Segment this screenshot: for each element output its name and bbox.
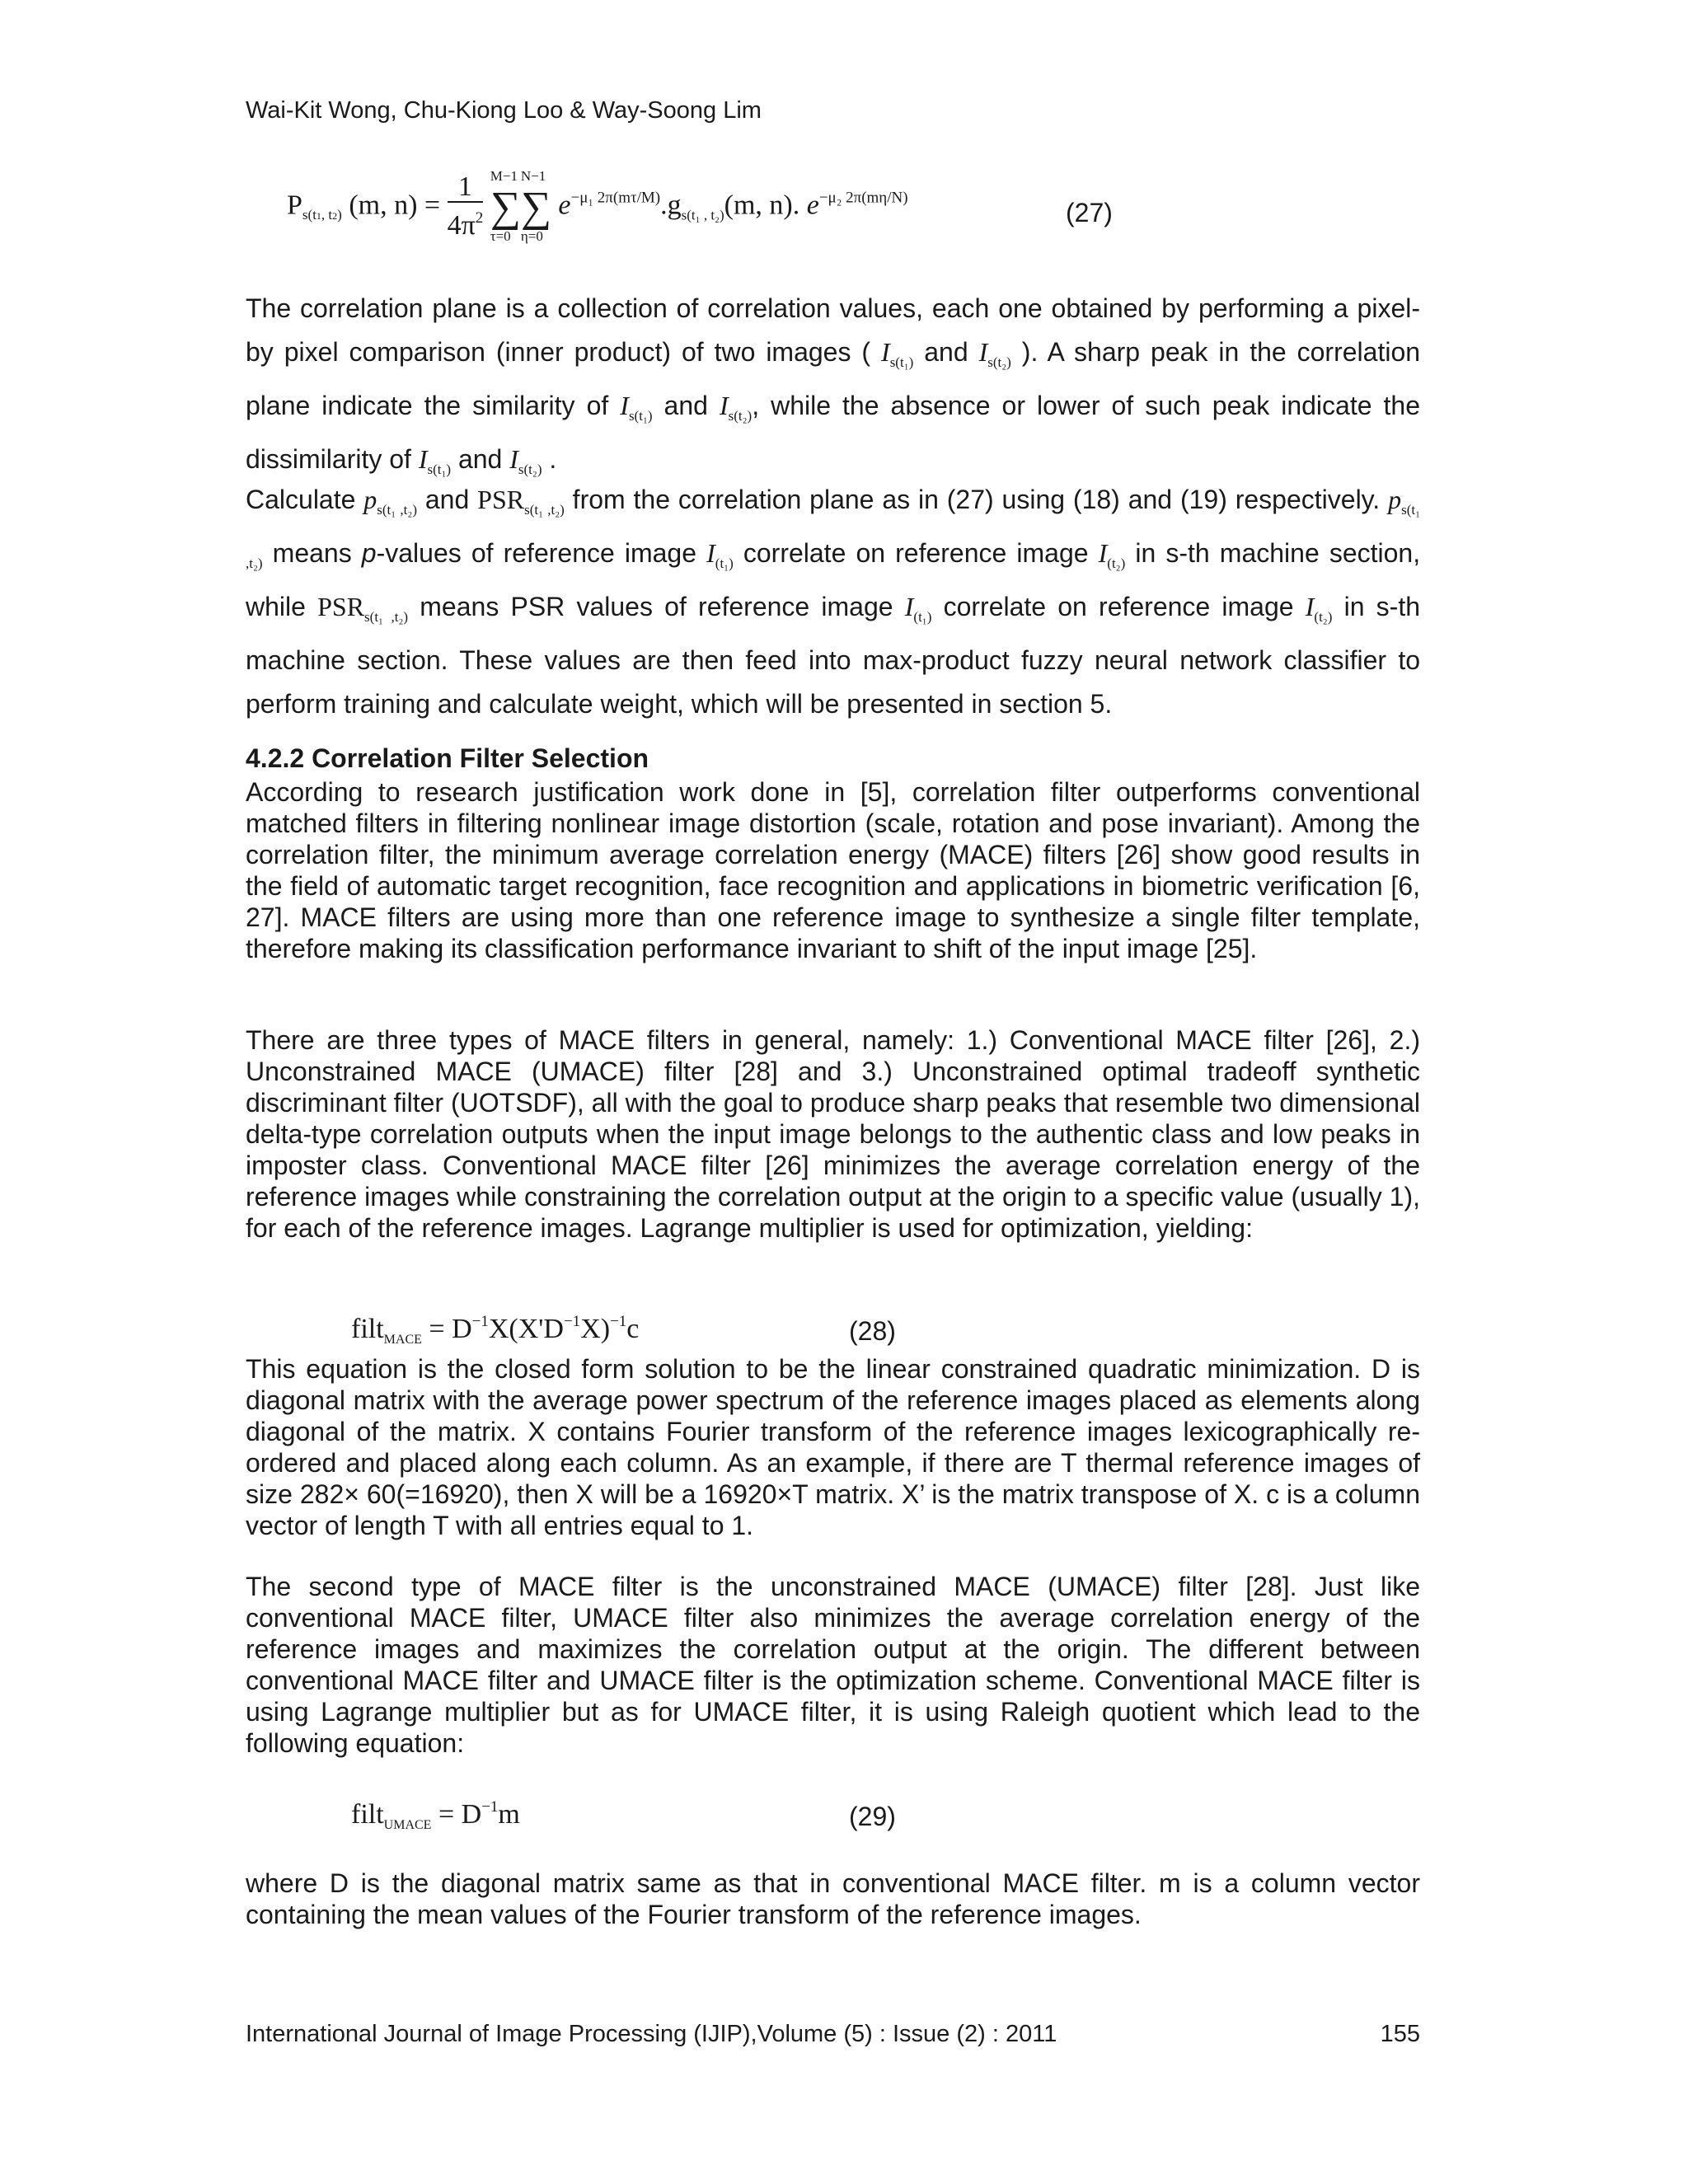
eq27-e1: e bbox=[558, 190, 571, 221]
symbol-I: I bbox=[719, 391, 729, 420]
paragraph-umace: The second type of MACE filter is the unconstrained MACE (UMACE) filter [28]. Just like conventional MACE filter, UMACE filter also minimizes the average correlation energy of the reference images and maximizes the correlation output at the origin. The different between conventional MACE filter and UMACE filter is the optimization scheme. Conventional MACE filter is using Lagrange multiplier but as for UMACE filter, it is using Raleigh quotient which lead to the following equation: bbox=[246, 1572, 1420, 1758]
eq28-rhs: = D bbox=[429, 1314, 472, 1344]
eq28-end: c bbox=[626, 1314, 640, 1344]
paragraph-mace-types: There are three types of MACE filters in general, namely: 1.) Conventional MACE filter [26], 2.) Unconstrained MACE (UMACE) filter [28] and 3.) Unconstrained optimal tradeoff synthetic discriminant filter (UOTSDF), all with the goal to produce sharp peaks that resemble two dimensional delta-type correlation outputs when the input image belongs to the authentic class and low peaks in imposter class. Conventional MACE filter [26] minimizes the average correlation energy of the reference images while constraining the correlation output at the origin to a specific value (usually 1), for each of the reference images. Lagrange multiplier is used for optimization, yielding: bbox=[246, 1025, 1420, 1243]
equation-29 bbox=[351, 1798, 520, 1833]
eq27-fraction bbox=[448, 173, 484, 241]
eq27-sum1-bot: τ=0 bbox=[490, 228, 511, 244]
paragraph-calculate bbox=[246, 478, 1420, 726]
eq27-lhs-sub: s(t bbox=[302, 207, 316, 223]
eq27-g-args: (m, n). bbox=[724, 190, 800, 221]
symbol-sub: (t₁) bbox=[913, 609, 932, 625]
para2-text7: correlate on reference image bbox=[943, 592, 1294, 621]
eq27-sum2-bot: η=0 bbox=[520, 228, 543, 244]
word-and: and bbox=[924, 337, 968, 367]
paper-page bbox=[246, 0, 1420, 2184]
symbol-I: I bbox=[620, 391, 629, 420]
paragraph-correlation-filter: According to research justification work done in [5], correlation filter outperforms conventional matched filters in filtering nonlinear image distortion (scale, rotation and pose invariant). Among the correlation filter, the minimum average correlation energy (MACE) filters [26] show good results in the field of automatic target recognition, face recognition and applications in biometric verification [6, 27]. MACE filters are using more than one reference image to synthesize a single filter template, therefore making its classification performance invariant to shift of the input image [25]. bbox=[246, 777, 1420, 963]
symbol-I: I bbox=[509, 444, 518, 474]
symbol-I: I bbox=[904, 592, 914, 621]
symbol-I: I bbox=[418, 444, 428, 474]
symbol-sub: s(t₂) bbox=[518, 462, 542, 477]
symbol-sub: s(t₁) bbox=[427, 462, 452, 477]
symbol-sub: s(t₁ ,t₂) bbox=[246, 502, 1421, 571]
eq27-lhs-sub2: 2 bbox=[332, 210, 338, 223]
symbol-sub: s(t₁ ,t₂) bbox=[364, 609, 409, 625]
journal-citation: International Journal of Image Processing (IJIP),Volume (5) : Issue (2) : 2011 bbox=[246, 2021, 1057, 2047]
para2-text3: -values of reference image bbox=[376, 538, 697, 568]
eq27-lhs-sub-end: ) bbox=[337, 207, 342, 223]
para2-text6: means PSR values of reference image bbox=[420, 592, 893, 621]
symbol-I: I bbox=[978, 337, 988, 367]
eq27-sum2-top: N−1 bbox=[520, 168, 546, 184]
eq27-frac-den-sup: 2 bbox=[475, 209, 484, 227]
equation-27-number: (27) bbox=[1066, 198, 1113, 227]
running-header: Wai-Kit Wong, Chu-Kiong Loo & Way-Soong Lim bbox=[246, 97, 762, 124]
section-heading: 4.2.2 Correlation Filter Selection bbox=[246, 743, 649, 773]
symbol-sub: s(t₂) bbox=[987, 354, 1011, 370]
eq27-lhs-sub-mid: , t bbox=[321, 207, 333, 223]
symbol-I: I bbox=[881, 337, 890, 367]
symbol-sub: (t₁) bbox=[715, 555, 734, 571]
para2-calc: Calculate bbox=[246, 485, 356, 514]
eq29-lhs-sub: UMACE bbox=[383, 1818, 432, 1832]
symbol-I: I bbox=[1098, 538, 1108, 568]
paragraph-where-d: where D is the diagonal matrix same as that in conventional MACE filter. m is a column vector containing the mean values of the Fourier transform of the reference images. bbox=[246, 1868, 1420, 1929]
eq27-sum-tau: M−1 ∑ τ=0 bbox=[490, 168, 521, 244]
eq28-mid: X(X'D bbox=[488, 1314, 564, 1344]
para2-text8: in s-th machine section. These values are then feed into max-product fuzzy neural network classifier to perform training and calculate weight, which will be presented in section 5. bbox=[246, 592, 1421, 719]
page-number: 155 bbox=[1380, 2021, 1420, 2047]
para2-text2: means bbox=[272, 538, 352, 568]
symbol-sub: s(t₁ ,t₂) bbox=[377, 502, 417, 518]
eq28-mid2: X) bbox=[580, 1314, 611, 1344]
para2-text5: in s-th machine section, while bbox=[246, 538, 1421, 621]
symbol-p: p bbox=[1388, 485, 1402, 514]
eq27-sum1-top: M−1 bbox=[490, 168, 518, 184]
symbol-psr: PSR bbox=[477, 485, 525, 514]
eq28-lhs: filt bbox=[351, 1314, 384, 1344]
equation-28 bbox=[351, 1313, 639, 1347]
symbol-I: I bbox=[1305, 592, 1315, 621]
eq29-lhs: filt bbox=[351, 1799, 384, 1830]
eq27-e1-sup: −μ₁ 2π(mτ/M) bbox=[570, 189, 661, 207]
eq27-sum-eta: N−1 ∑ η=0 bbox=[520, 168, 551, 244]
eq27-lhs-sub1: 1 bbox=[316, 210, 321, 223]
para2-text1: from the correlation plane as in (27) using (18) and (19) respectively. bbox=[572, 485, 1381, 514]
word-and: and bbox=[457, 444, 503, 474]
italic-p: p bbox=[361, 538, 377, 568]
eq29-sup1: −1 bbox=[481, 1798, 499, 1816]
para1-text2: ). A sharp peak in the correlation plane indicate the similarity of bbox=[246, 337, 1421, 420]
symbol-sub: (t₂) bbox=[1107, 555, 1126, 571]
eq28-sup3: −1 bbox=[610, 1313, 627, 1330]
word-and: and bbox=[663, 391, 708, 420]
equation-27 bbox=[287, 168, 908, 244]
eq27-g-sub: s(t₁ , t₂) bbox=[681, 207, 724, 223]
para1-text3: , while the absence or lower of such peak indicate the dissimilarity of bbox=[246, 391, 1421, 474]
symbol-I: I bbox=[706, 538, 715, 568]
eq27-args: (m, n) = bbox=[349, 190, 441, 221]
eq27-lhs: P bbox=[287, 190, 302, 221]
symbol-sub: s(t₂) bbox=[728, 408, 753, 424]
eq27-e2-sup: −μ₂ 2π(mη/N) bbox=[818, 189, 908, 207]
eq28-sup2: −1 bbox=[563, 1313, 581, 1330]
eq29-rhs: = D bbox=[438, 1799, 482, 1830]
eq27-frac-den: 4π bbox=[447, 210, 476, 241]
symbol-sub: s(t₁) bbox=[889, 354, 914, 370]
symbol-psr: PSR bbox=[317, 592, 365, 621]
para1-text1: The correlation plane is a collection of correlation values, each one obtained by performing a pixel-by pixel comparison (inner product) of two images ( bbox=[246, 293, 1420, 367]
eq27-g: .g bbox=[660, 190, 682, 221]
eq27-e2: e bbox=[806, 190, 819, 221]
equation-28-number: (28) bbox=[849, 1316, 896, 1346]
symbol-p: p bbox=[363, 485, 377, 514]
equation-29-number: (29) bbox=[849, 1802, 896, 1831]
symbol-sub: s(t₁ ,t₂) bbox=[524, 502, 565, 518]
para2-text4: correlate on reference image bbox=[743, 538, 1089, 568]
eq28-lhs-sub: MACE bbox=[383, 1333, 422, 1347]
page-footer bbox=[246, 2021, 1420, 2048]
symbol-sub: (t₂) bbox=[1314, 609, 1333, 625]
eq29-end: m bbox=[498, 1799, 520, 1830]
para1-text4: . bbox=[549, 444, 557, 474]
eq27-frac-num: 1 bbox=[448, 173, 484, 203]
paragraph-closed-form: This equation is the closed form solution to be the linear constrained quadratic minimization. D is diagonal matrix with the average power spectrum of the reference images placed as elements along diagonal of the matrix. X contains Fourier transform of the reference images lexicographically re-ordered and placed along each column. As an example, if there are T thermal reference images of size 282× 60(=16920), then X will be a 16920×T matrix. X’ is the matrix transpose of X. c is a column vector of length T with all entries equal to 1. bbox=[246, 1354, 1420, 1540]
paragraph-correlation-plane bbox=[246, 287, 1420, 491]
symbol-sub: s(t₁) bbox=[628, 408, 653, 424]
eq28-sup1: −1 bbox=[471, 1313, 489, 1330]
word-and: and bbox=[424, 485, 470, 514]
